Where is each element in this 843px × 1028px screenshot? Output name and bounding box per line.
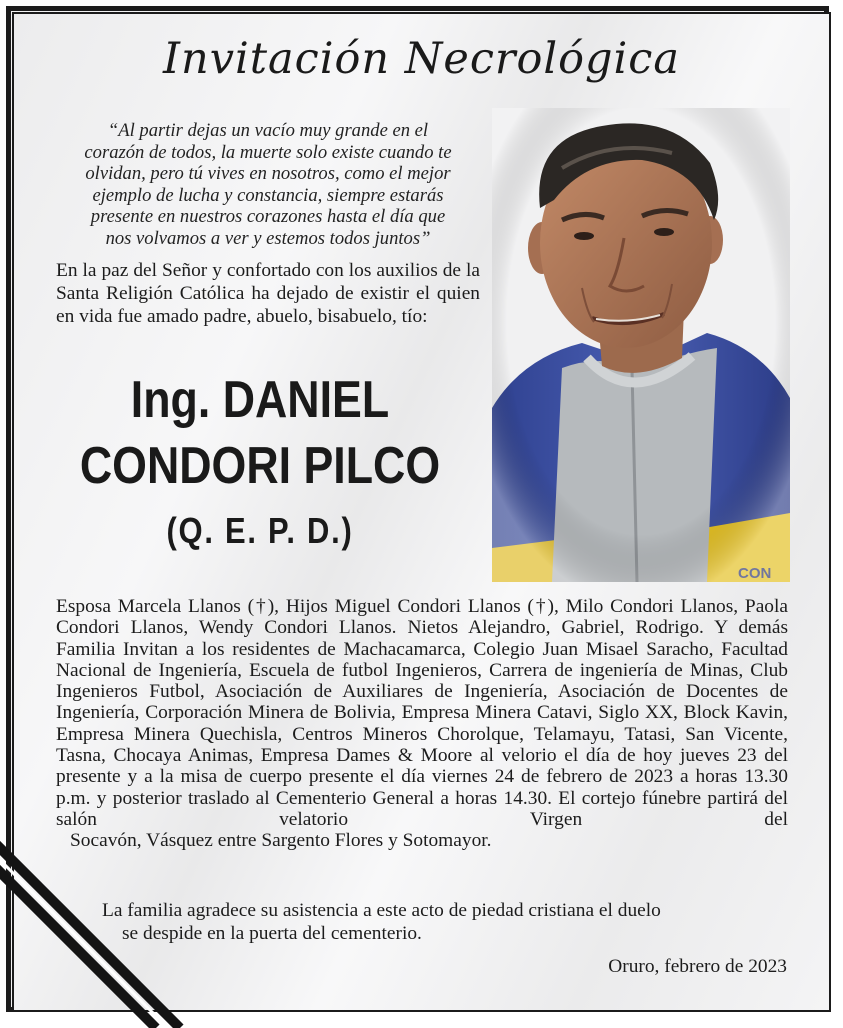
intro-paragraph: En la paz del Señor y confortado con los auxilios de la Santa Religión Católica ha dejado de existir el quien en vida fue amado padre, abuelo, bisabuelo, tío: (56, 260, 480, 327)
qepd-label: (Q. E. P. D.) (166, 510, 354, 551)
epitaph-quote (56, 120, 480, 250)
deceased-name-first: Ing. DANIEL (130, 371, 390, 429)
deceased-name-last: CONDORI PILCO (79, 437, 441, 495)
quote-line: presente en nuestros corazones hasta el día que (90, 206, 446, 228)
deceased-portrait (492, 108, 790, 582)
page-title: Invitación Necrológica (163, 34, 680, 84)
thanks-line: La familia agradece su asistencia a este acto de piedad cristiana el duelo (102, 900, 661, 921)
quote-line: olvidan, pero tú vives en nosotros, como el mejor (85, 163, 451, 185)
shirt-text: CON (738, 565, 772, 582)
invitation-paragraph: Esposa Marcela Llanos (†), Hijos Miguel Condori Llanos (†), Milo Condori Llanos, Paola Condori Llanos, Wendy Condori Llanos. Nietos Alejandro, Gabriel, Rodrigo. Y demás Familia Invitan a los residentes de Machacamarca, Colegio Juan Misael Saracho, Facultad Nacional de Ingeniería, Escuela de futbol Ingenieros, Carrera de ingeniería de Minas, Club Ingenieros Futbol, Asociación de Auxiliares de Ingeniería, Asociación de Docentes de Ingeniería, Corporación Minera de Bolivia, Empresa Minera Catavi, Siglo XX, Block Kavin, Empresa Minera Quechisla, Centros Mineros Chorolque, Telamayu, Tatasi, San Vicente, Tasna, Chocaya Animas, Empresa Dames & Moore al velorio el día de hoy jueves 23 del presente y a la misa de cuerpo presente el día viernes 24 de febrero de 2023 a horas 13.30 p.m. y posterior traslado al Cementerio General a horas 14.30. El cortejo fúnebre partirá del salón velatorio Virgen del (56, 596, 788, 830)
quote-line: nos volvamos a ver y estemos todos juntos” (105, 227, 431, 249)
quote-line: “Al partir dejas un vacío muy grande en el (107, 120, 429, 141)
mourning-ribbon-icon (0, 828, 200, 1028)
thanks-line: se despide en la puerta del cementerio. (122, 923, 422, 944)
invitation-body (56, 596, 788, 852)
quote-line: corazón de todos, la muerte solo existe cuando te (84, 141, 452, 163)
place-date: Oruro, febrero de 2023 (608, 956, 787, 977)
quote-line: ejemplo de lucha y constancia, siempre estarás (92, 184, 444, 206)
invitation-last-line: Socavón, Vásquez entre Sargento Flores y Sotomayor. (70, 830, 492, 852)
